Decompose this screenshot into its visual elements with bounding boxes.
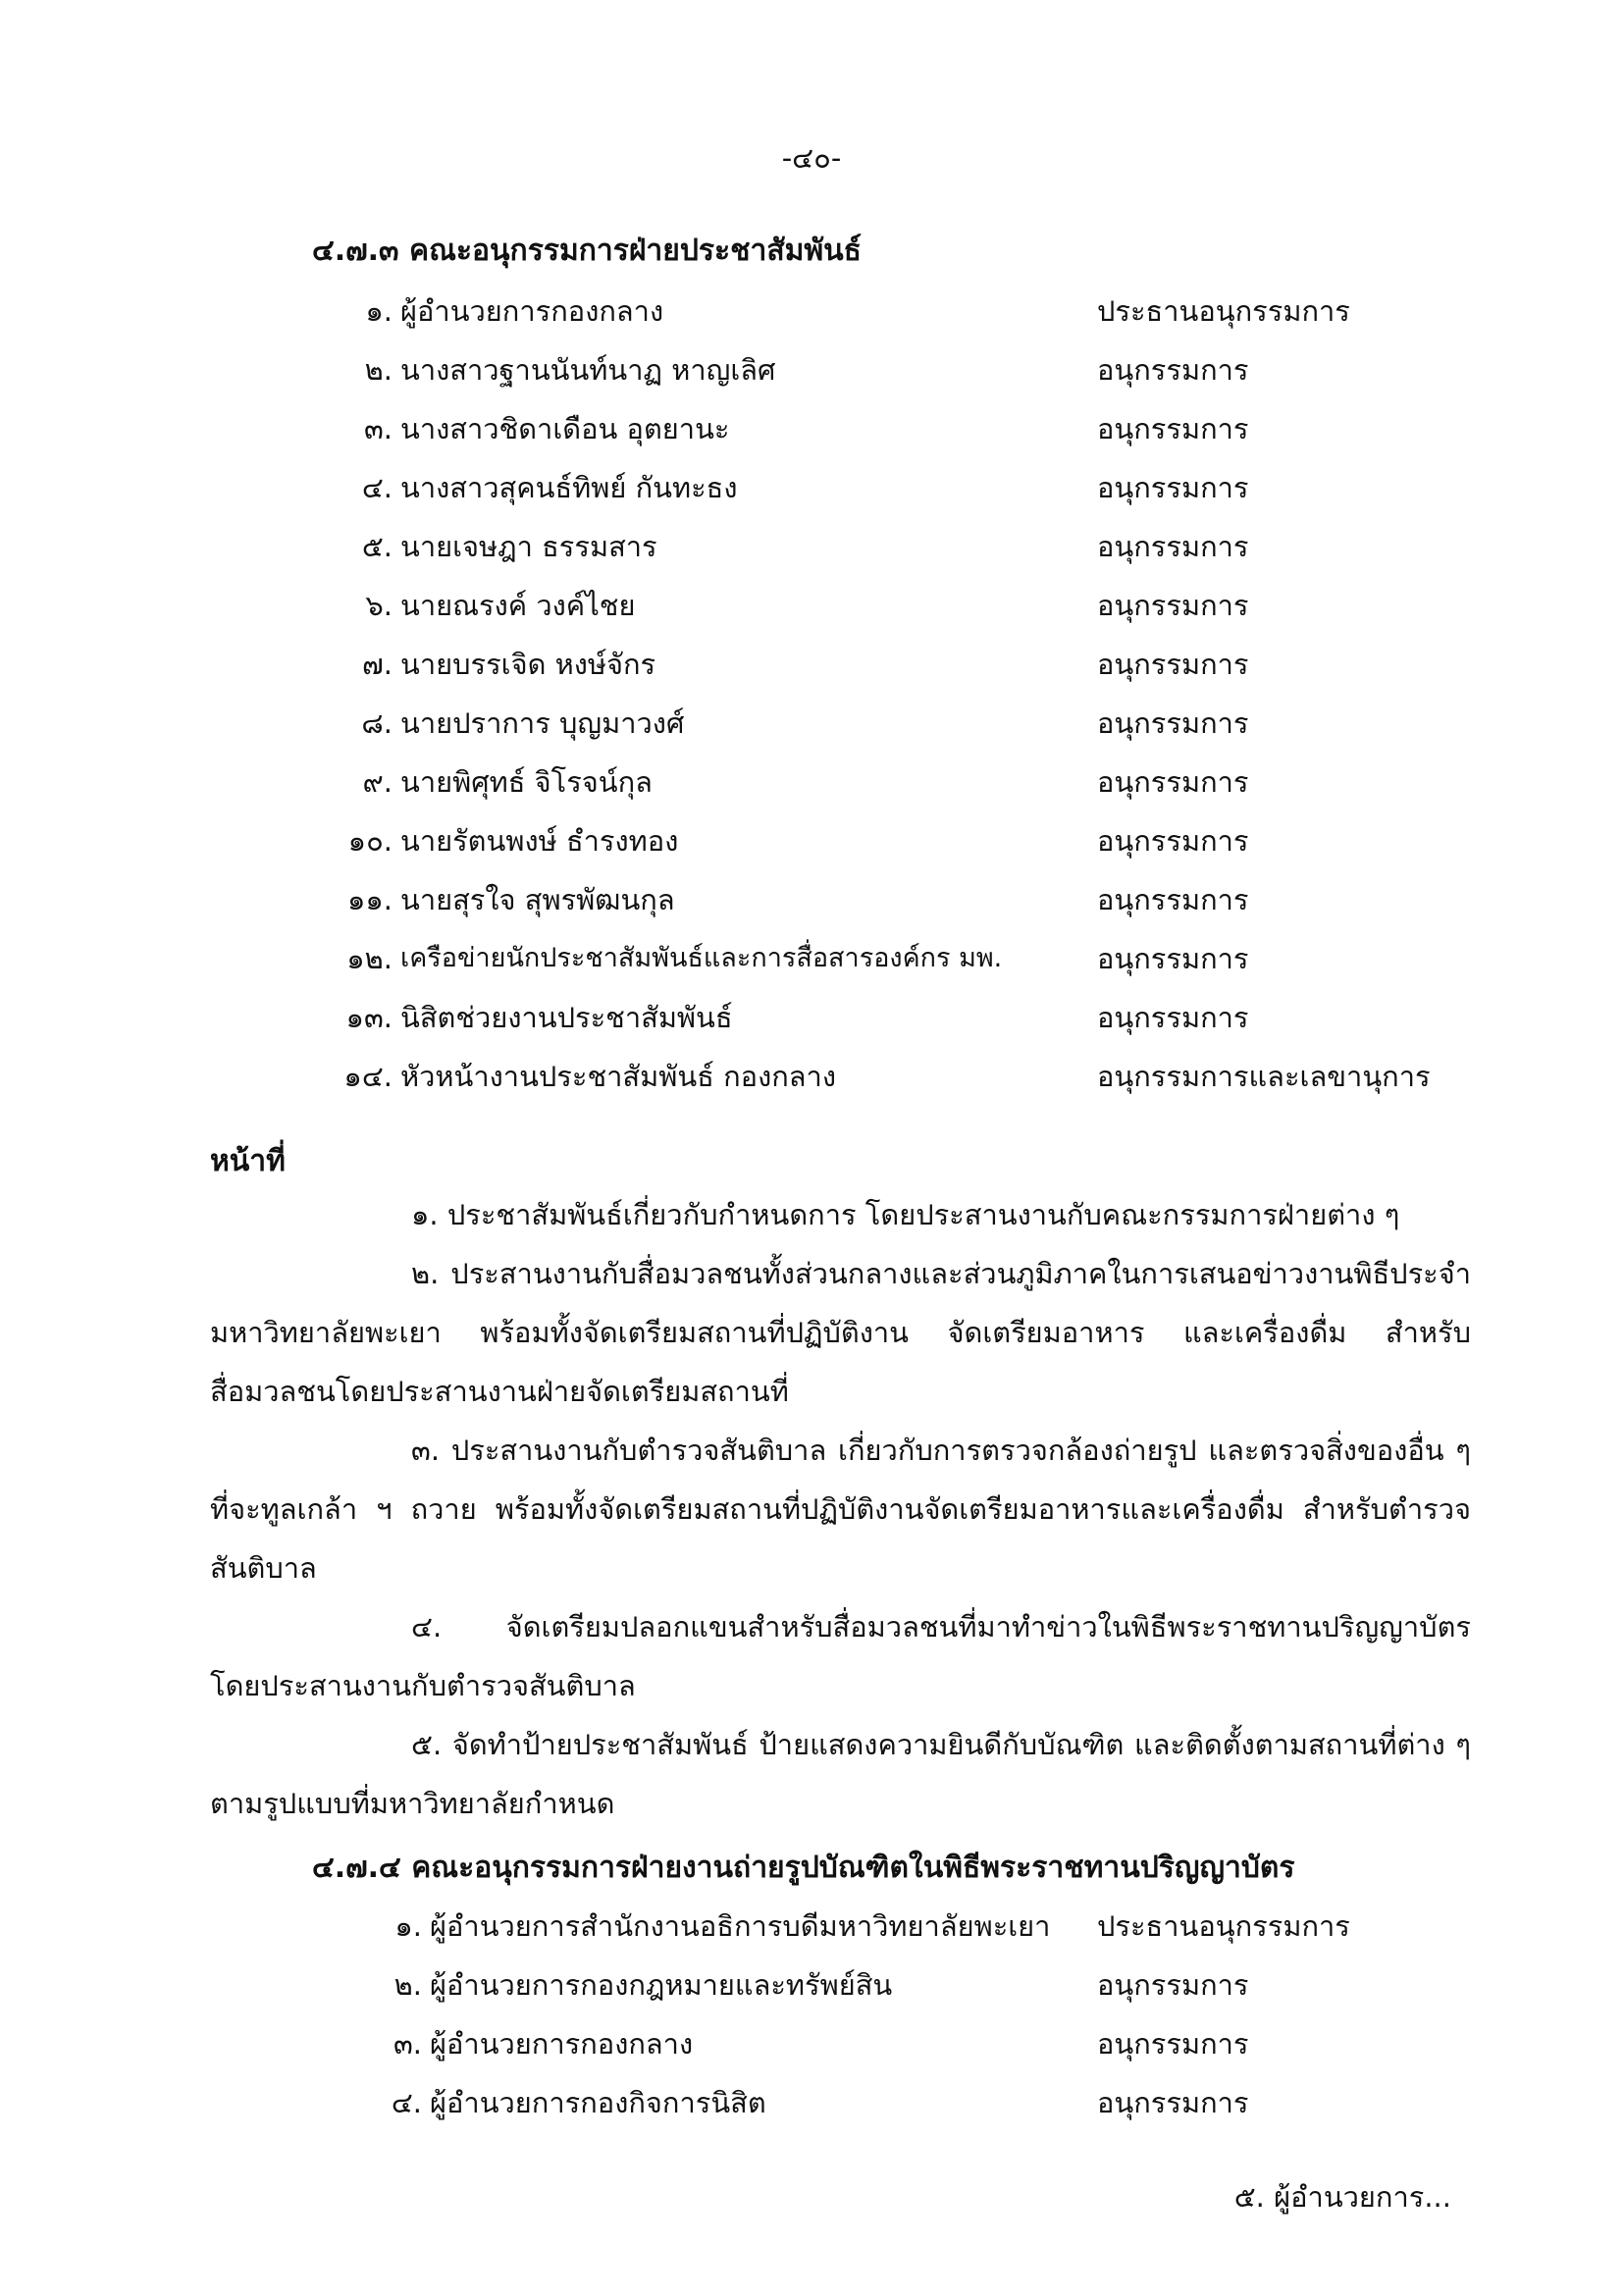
member-name: นางสาวฐานนันท์นาฏ หาญเลิศ — [400, 353, 776, 387]
member-number: ๑. — [394, 1909, 422, 1943]
member-name: นายปราการ บุญมาวงศ์ — [400, 706, 685, 740]
member-number: ๑๑. — [346, 883, 393, 916]
member-role: อนุกรรมการ — [1097, 2027, 1249, 2061]
member-number: ๖. — [365, 589, 393, 622]
member-name: ผู้อำนวยการกองกิจการนิสิต — [430, 2086, 766, 2119]
duty-paragraph — [210, 1421, 1471, 1597]
member-name: นางสาวสุคนธ์ทิพย์ กันทะธง — [400, 471, 738, 504]
member-role: อนุกรรมการ — [1097, 942, 1249, 975]
section-heading-public-relations: ๔.๗.๓ คณะอนุกรรมการฝ่ายประชาสัมพันธ์ — [312, 234, 862, 268]
member-number: ๒. — [364, 353, 393, 387]
member-number: ๒. — [393, 1968, 422, 2002]
list-item — [0, 2080, 1623, 2123]
member-number: ๗. — [361, 648, 393, 681]
member-role: อนุกรรมการ — [1097, 589, 1249, 622]
member-role: อนุกรรมการ — [1097, 412, 1249, 445]
member-number: ๔. — [361, 471, 393, 504]
duty-text: ๒. ประสานงานกับสื่อมวลชนทั้งส่วนกลางและส่วนภูมิภาคในการเสนอข่าวงานพิธีประจำมหาวิทยาลัยพะเยา พร้อมทั้งจัดเตรียมสถานที่ปฏิบัติงาน จัดเตรียมอาหาร และเครื่องดื่ม สำหรับสื่อมวลชนโดยประสานงานฝ่ายจัดเตรียมสถานที่ — [210, 1257, 1471, 1408]
member-name: หัวหน้างานประชาสัมพันธ์ กองกลาง — [400, 1060, 837, 1093]
member-role: อนุกรรมการ — [1097, 706, 1249, 740]
list-item — [0, 2021, 1623, 2064]
member-role: อนุกรรมการ — [1097, 471, 1249, 504]
member-role: อนุกรรมการ — [1097, 353, 1249, 387]
duty-text: ๕. จัดทำป้ายประชาสัมพันธ์ ป้ายแสดงความยินดีกับบัณฑิต และติดตั้งตามสถานที่ต่าง ๆ ตามรูปแบบที่มหาวิทยาลัยกำหนด — [210, 1728, 1471, 1820]
duty-paragraph — [210, 1597, 1471, 1715]
list-item — [0, 406, 1623, 449]
member-number: ๕. — [361, 530, 393, 563]
member-name: เครือข่ายนักประชาสัมพันธ์และการสื่อสารองค์กร มพ. — [400, 943, 1003, 973]
duty-paragraph — [210, 1185, 1471, 1244]
member-name: นายรัตนพงษ์ ธำรงทอง — [400, 824, 679, 858]
member-role: อนุกรรมการ — [1097, 1968, 1249, 2002]
member-role: ประธานอนุกรรมการ — [1097, 294, 1350, 328]
duty-paragraph — [210, 1244, 1471, 1421]
list-item — [0, 347, 1623, 391]
member-name: นายเจษฎา ธรรมสาร — [400, 530, 657, 563]
member-name: ผู้อำนวยการสำนักงานอธิการบดีมหาวิทยาลัยพะเยา — [430, 1909, 1051, 1943]
member-role: ประธานอนุกรรมการ — [1097, 1909, 1350, 1943]
member-name: ผู้อำนวยการกองกลาง — [400, 294, 664, 328]
member-name: นายพิศุทธ์ จิโรจน์กุล — [400, 765, 653, 799]
section-heading-graduate-photography: ๔.๗.๔ คณะอนุกรรมการฝ่ายงานถ่ายรูปบัณฑิตในพิธีพระราชทานปริญญาบัตร — [312, 1851, 1295, 1885]
member-number: ๓. — [363, 412, 393, 445]
duty-paragraph — [210, 1715, 1471, 1833]
member-name: ผู้อำนวยการกองกฎหมายและทรัพย์สิน — [430, 1968, 893, 2002]
list-item — [0, 701, 1623, 744]
member-name: นิสิตช่วยงานประชาสัมพันธ์ — [400, 1001, 733, 1034]
list-item — [0, 1962, 1623, 2006]
member-number: ๑๐. — [347, 824, 393, 858]
list-item — [0, 642, 1623, 685]
member-number: ๑. — [365, 294, 393, 328]
member-name: นางสาวชิดาเดือน อุตยานะ — [400, 412, 730, 445]
list-item — [0, 1904, 1623, 1947]
member-number: ๑๒. — [346, 942, 393, 975]
list-item — [0, 877, 1623, 920]
list-item — [0, 759, 1623, 803]
member-role: อนุกรรมการ — [1097, 530, 1249, 563]
member-role: อนุกรรมการ — [1097, 883, 1249, 916]
member-name: นายบรรเจิด หงษ์จักร — [400, 648, 656, 681]
member-number: ๙. — [362, 765, 393, 799]
member-role: อนุกรรมการ — [1097, 824, 1249, 858]
member-role: อนุกรรมการและเลขานุการ — [1097, 1060, 1431, 1093]
member-name: ผู้อำนวยการกองกลาง — [430, 2027, 694, 2061]
member-number: ๑๓. — [345, 1001, 393, 1034]
member-number: ๓. — [393, 2027, 422, 2061]
list-item — [0, 818, 1623, 861]
duty-text: ๑. ประชาสัมพันธ์เกี่ยวกับกำหนดการ โดยประสานงานกับคณะกรรมการฝ่ายต่าง ๆ — [411, 1198, 1400, 1231]
duty-text: ๓. ประสานงานกับตำรวจสันติบาล เกี่ยวกับการตรวจกล้องถ่ายรูป และตรวจสิ่งของอื่น ๆ ที่จะทูลเกล้า ฯ ถวาย พร้อมทั้งจัดเตรียมสถานที่ปฏิบัติงานจัดเตรียมอาหารและเครื่องดื่ม สำหรับตำรวจสันติบาล — [210, 1434, 1471, 1585]
duties-heading: หน้าที่ — [210, 1144, 286, 1178]
continuation-note: ๕. ผู้อำนวยการ... — [1233, 2180, 1451, 2214]
list-item — [0, 936, 1623, 979]
list-item — [0, 524, 1623, 567]
member-name: นายสุรใจ สุพรพัฒนกุล — [400, 883, 675, 916]
duty-text: ๔. จัดเตรียมปลอกแขนสำหรับสื่อมวลชนที่มาทำข่าวในพิธีพระราชทานปริญญาบัตร โดยประสานงานกับตำรวจสันติบาล — [210, 1610, 1471, 1702]
member-role: อนุกรรมการ — [1097, 765, 1249, 799]
member-role: อนุกรรมการ — [1097, 1001, 1249, 1034]
member-role: อนุกรรมการ — [1097, 2086, 1249, 2119]
list-item — [0, 465, 1623, 508]
member-number: ๘. — [361, 706, 393, 740]
member-number: ๔. — [391, 2086, 422, 2119]
member-role: อนุกรรมการ — [1097, 648, 1249, 681]
list-item — [0, 288, 1623, 332]
member-number: ๑๔. — [343, 1060, 393, 1093]
list-item — [0, 583, 1623, 626]
list-item — [0, 995, 1623, 1038]
member-name: นายณรงค์ วงค์ไชย — [400, 589, 636, 622]
page-number: -๔๐- — [781, 141, 842, 175]
list-item — [0, 1054, 1623, 1097]
